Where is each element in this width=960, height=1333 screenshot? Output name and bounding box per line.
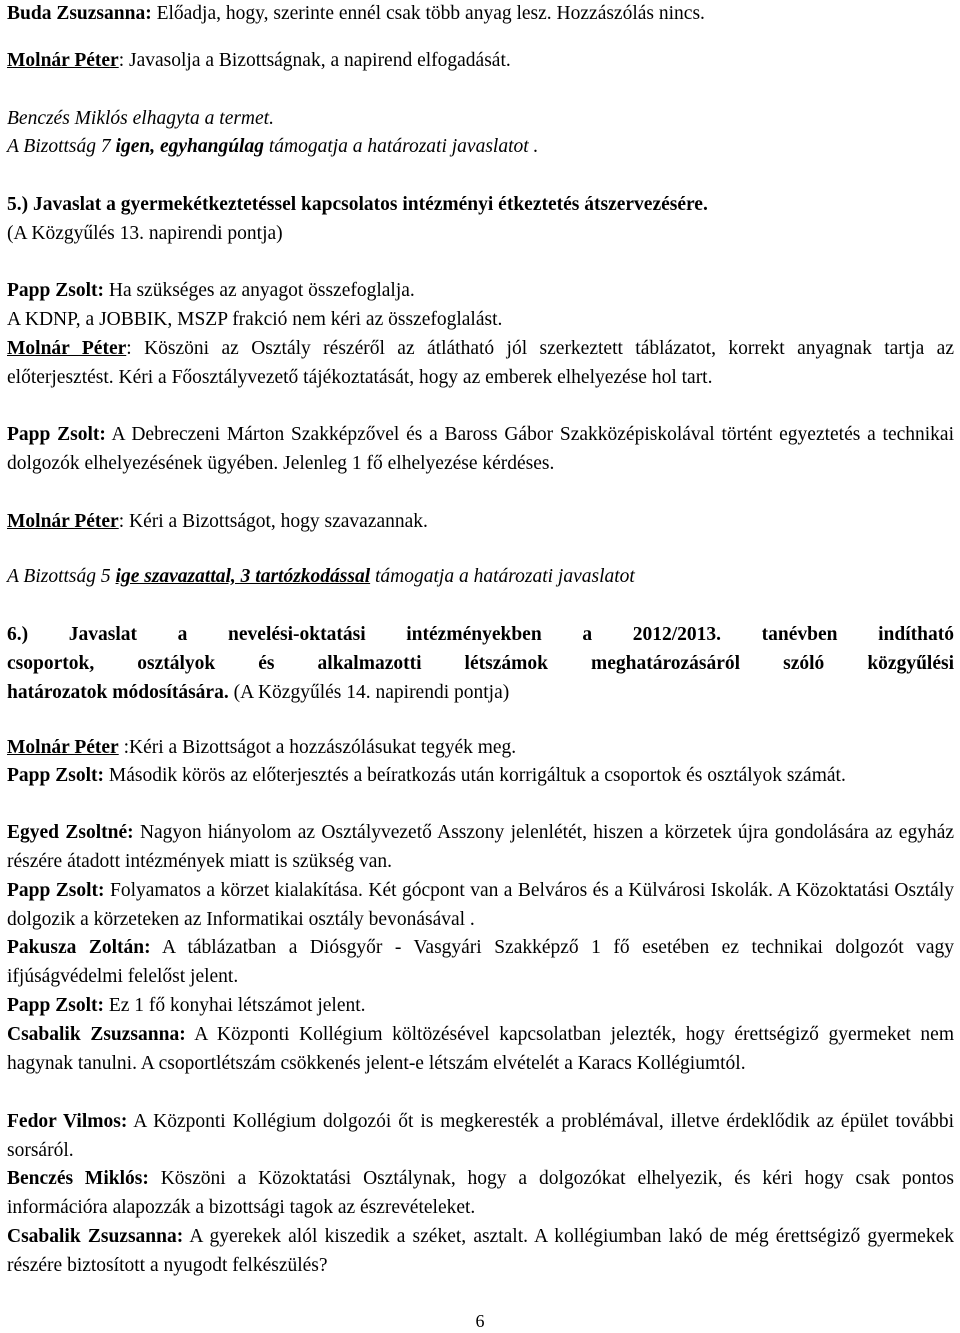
paragraph-text: Nagyon hiányolom az Osztályvezető Asszony jelenlétét, hiszen a körzetek újra gondolására az egyház részére átadott intézmények miatt is szükség van. bbox=[7, 822, 955, 872]
paragraph-text: Ha szükséges az anyagot összefoglalja. bbox=[103, 280, 415, 301]
paragraph-text: A táblázatban a Diósgyőr - Vasgyári Szakképző 1 fő esetében ez technikai dolgozót vagy ifjúságvédelmi felelőst jelent. bbox=[7, 937, 954, 987]
paragraph-papp-2 bbox=[7, 420, 954, 478]
paragraph-text: Javasolja a Bizottságnak, a napirend elfogadását. bbox=[124, 50, 511, 71]
paragraph-papp-4 bbox=[7, 876, 954, 934]
paragraph-text: Kéri a Bizottságot a hozzászólásukat tegyék meg. bbox=[129, 737, 517, 758]
speaker-name: Molnár Péter bbox=[7, 511, 119, 532]
speaker-name: Buda Zsuzsanna: bbox=[7, 3, 152, 24]
paragraph-fedor bbox=[7, 1107, 954, 1165]
speaker-name: Csabalik Zsuzsanna: bbox=[7, 1226, 184, 1247]
speaker-name: Molnár Péter bbox=[7, 737, 119, 758]
heading-text: 5.) Javaslat a gyermekétkeztetéssel kapcsolatos intézményi étkeztetés átszervezésére. bbox=[7, 194, 708, 215]
note-text: Benczés Miklós elhagyta a termet. bbox=[7, 108, 274, 129]
paragraph-benczes bbox=[7, 1164, 954, 1222]
paragraph-text: Folyamatos a körzet kialakítása. Két gócpont van a Belváros és a Külvárosi Iskolák. A Közoktatási Osztály dolgozik a körzeteken az Informatikai osztály bevonásával . bbox=[7, 880, 954, 930]
paragraph-text: Ez 1 fő konyhai létszámot jelent. bbox=[103, 995, 366, 1016]
vote-result-1 bbox=[7, 132, 954, 161]
speaker-name: Papp Zsolt: bbox=[7, 280, 104, 301]
heading-text: csoportok, osztályok és alkalmazotti létszámok meghatározásáról szóló közgyűlési bbox=[7, 653, 954, 674]
paragraph-molnar-4 bbox=[7, 733, 954, 762]
speaker-name: Papp Zsolt: bbox=[7, 880, 105, 901]
paragraph-csabalik-2 bbox=[7, 1222, 954, 1280]
paragraph-molnar-3 bbox=[7, 507, 954, 536]
vote-bold: ige szavazattal, 3 tartózkodással bbox=[115, 566, 371, 587]
document-page bbox=[7, 0, 954, 1333]
speaker-name: Pakusza Zoltán: bbox=[7, 937, 151, 958]
speaker-name: Benczés Miklós: bbox=[7, 1168, 149, 1189]
paragraph-text: Előadja, hogy, szerinte ennél csak több anyag lesz. Hozzászólás nincs. bbox=[151, 3, 705, 24]
paragraph-text: Második körös az előterjesztés a beíratkozás után korrigáltuk a csoportok és osztályok számát. bbox=[103, 765, 846, 786]
paragraph-text: A KDNP, a JOBBIK, MSZP frakció nem kéri az összefoglalást. bbox=[7, 309, 503, 330]
paragraph-molnar-2 bbox=[7, 334, 954, 392]
paragraph-text: A Debreczeni Márton Szakképzővel és a Baross Gábor Szakközépiskolával történt egyeztetés a technikai dolgozók elhelyezésének ügyében. Jelenleg 1 fő elhelyezése kérdéses. bbox=[7, 424, 954, 474]
agenda-heading-6-line3 bbox=[7, 678, 954, 707]
vote-pre: A Bizottság 5 bbox=[7, 566, 116, 587]
paragraph-pakusza bbox=[7, 933, 954, 991]
agenda-ref: (A Közgyűlés 14. napirendi pontja) bbox=[228, 682, 510, 703]
paragraph-molnar-1 bbox=[7, 46, 954, 75]
vote-post: támogatja a határozati javaslatot bbox=[370, 566, 635, 587]
speaker-name: Molnár Péter bbox=[7, 50, 119, 71]
note-benczes-left bbox=[7, 104, 954, 133]
speaker-name: Papp Zsolt: bbox=[7, 765, 104, 786]
speaker-separator: : bbox=[126, 338, 132, 359]
paragraph-text: A Központi Kollégium dolgozói őt is megkeresték a problémával, illetve érdeklődik az épület további sorsáról. bbox=[7, 1111, 954, 1161]
heading-text: 6.) Javaslat a nevelési-oktatási intézményekben a 2012/2013. tanévben indítható bbox=[7, 624, 954, 645]
speaker-name: Molnár Péter bbox=[7, 338, 127, 359]
speaker-name: Csabalik Zsuzsanna: bbox=[7, 1024, 186, 1045]
heading-text: határozatok módosítására. bbox=[7, 682, 229, 703]
agenda-ref: (A Közgyűlés 13. napirendi pontja) bbox=[7, 223, 283, 244]
vote-result-2 bbox=[7, 562, 954, 591]
vote-pre: A Bizottság 7 bbox=[7, 136, 116, 157]
agenda-heading-5 bbox=[7, 190, 954, 219]
speaker-separator: : bbox=[118, 50, 125, 71]
speaker-separator: : bbox=[118, 511, 125, 532]
paragraph-text: Köszöni az Osztály részéről az átlátható jól szerkeztett táblázatot, korrekt anyagnak tartja az előterjesztést. Kéri a Főosztályvezető tájékoztatását, hogy az emberek elhelyezése hol tart. bbox=[7, 338, 954, 388]
paragraph-text: A Központi Kollégium költözésével kapcsolatban jelezték, hogy érettségiző gyermeket nem hagynak tanulni. A csoportlétszám csökkenés jelent-e létszám elvételét a Karacs Kollégiumtól. bbox=[7, 1024, 954, 1074]
paragraph-papp-3 bbox=[7, 761, 954, 790]
speaker-separator: : bbox=[118, 737, 130, 758]
speaker-name: Egyed Zsoltné: bbox=[7, 822, 134, 843]
paragraph-kdnp bbox=[7, 305, 954, 334]
agenda-heading-6-line2 bbox=[7, 649, 954, 678]
page-number: 6 bbox=[475, 1311, 485, 1331]
paragraph-text: Kéri a Bizottságot, hogy szavazannak. bbox=[124, 511, 428, 532]
speaker-name: Papp Zsolt: bbox=[7, 995, 104, 1016]
agenda-ref-5 bbox=[7, 219, 954, 248]
vote-post: támogatja a határozati javaslatot . bbox=[263, 136, 539, 157]
speaker-name: Papp Zsolt: bbox=[7, 424, 106, 445]
speaker-name: Fedor Vilmos: bbox=[7, 1111, 128, 1132]
paragraph-buda-1 bbox=[7, 0, 954, 28]
paragraph-text: Köszöni a Közoktatási Osztálynak, hogy a dolgozókat elhelyezik, és kéri hogy csak pontos információra alapozzák a bizottsági tagok az észrevételeket. bbox=[7, 1168, 954, 1218]
paragraph-text: A gyerekek alól kiszedik a széket, asztalt. A kollégiumban lakó de még érettségiző gyermekek részére biztosított a nyugodt felkészülés? bbox=[7, 1226, 954, 1276]
vote-bold: igen, egyhangúlag bbox=[115, 136, 264, 157]
paragraph-papp-1 bbox=[7, 276, 954, 305]
paragraph-papp-5 bbox=[7, 991, 954, 1020]
paragraph-csabalik-1 bbox=[7, 1020, 954, 1078]
paragraph-egyed bbox=[7, 818, 954, 876]
agenda-heading-6-line1 bbox=[7, 620, 954, 649]
